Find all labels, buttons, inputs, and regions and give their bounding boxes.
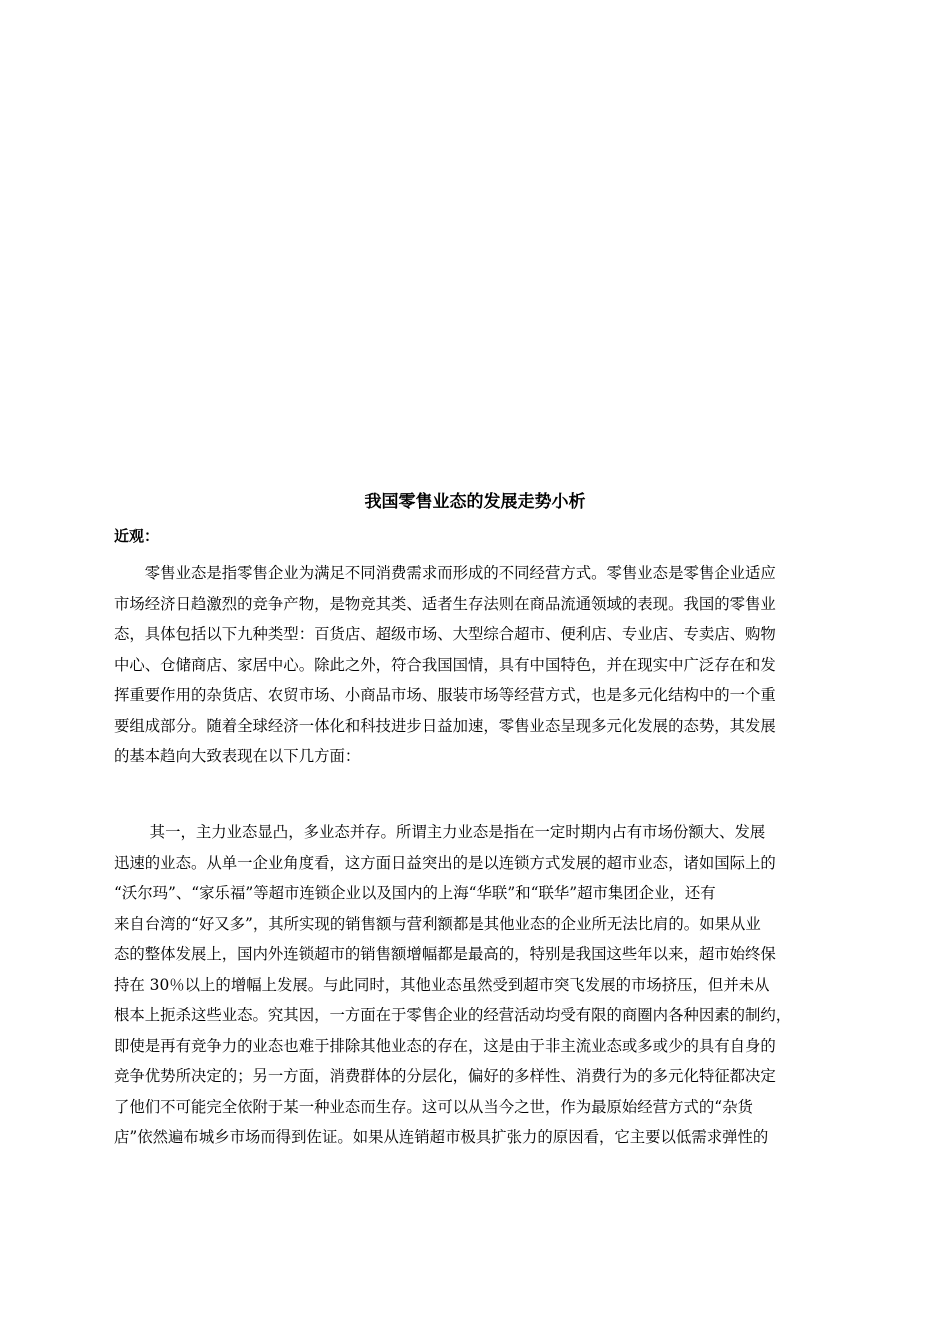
paragraph-line: 迅速的业态。从单一企业角度看，这方面日益突出的是以连锁方式发展的超市业态，诸如国际上的 xyxy=(114,853,776,872)
paragraph-line: 的基本趋向大致表现在以下几方面： xyxy=(114,747,361,765)
paragraph-line: “沃尔玛”、“家乐福”等超市连锁企业以及国内的上海“华联”和“联华”超市集团企业，还有 xyxy=(114,884,716,902)
paragraph-line: 态的整体发展上，国内外连锁超市的销售额增幅都是最高的，特别是我国这些年以来，超市始终保 xyxy=(114,945,776,963)
paragraph-line: 持在 30％以上的增幅上发展。与此同时，其他业态虽然受到超市突飞发展的市场挤压，但并未从 xyxy=(114,975,770,994)
paragraph-line: 市场经济日趋激烈的竞争产物，是物竞其类、适者生存法则在商品流通领域的表现。我国的零售业 xyxy=(114,594,776,613)
paragraph-line: 店”依然遍布城乡市场而得到佐证。如果从连销超市极具扩张力的原因看，它主要以低需求弹性的 xyxy=(114,1128,769,1146)
paragraph-line: 来自台湾的“好又多”，其所实现的销售额与营利额都是其他业态的企业所无法比肩的。如果从业 xyxy=(114,914,761,933)
paragraph-line: 零售业态是指零售企业为满足不同消费需求而形成的不同经营方式。零售业态是零售企业适应 xyxy=(114,564,776,582)
paragraph-intro xyxy=(114,558,838,772)
paragraph-line: 竞争优势所决定的；另一方面，消费群体的分层化，偏好的多样性、消费行为的多元化特征都决定 xyxy=(114,1067,776,1085)
paragraph-line: 根本上扼杀这些业态。究其因，一方面在于零售企业的经营活动均受有限的商圈内各种因素的制约， xyxy=(114,1006,792,1024)
paragraph-point-one xyxy=(114,817,838,1153)
document-title: 我国零售业态的发展走势小析 xyxy=(364,492,586,512)
paragraph-line: 要组成部分。随着全球经济一体化和科技进步日益加速，零售业态呈现多元化发展的态势，其发展 xyxy=(114,716,776,735)
paragraph-line: 即使是再有竞争力的业态也难于排除其他业态的存在，这是由于非主流业态或多或少的具有自身的 xyxy=(114,1036,776,1055)
paragraph-line: 中心、仓储商店、家居中心。除此之外，符合我国国情，具有中国特色，并在现实中广泛存在和发 xyxy=(114,655,776,674)
paragraph-line: 态，具体包括以下九种类型：百货店、超级市场、大型综合超市、便利店、专业店、专卖店、购物 xyxy=(114,625,776,643)
paragraph-line: 其一，主力业态显凸，多业态并存。所谓主力业态是指在一定时期内占有市场份额大、发展 xyxy=(114,823,766,841)
section-heading: 近观： xyxy=(114,527,160,545)
paragraph-line: 挥重要作用的杂货店、农贸市场、小商品市场、服装市场等经营方式，也是多元化结构中的一个重 xyxy=(114,686,776,704)
paragraph-line: 了他们不可能完全依附于某一种业态而生存。这可以从当今之世，作为最原始经营方式的“杂货 xyxy=(114,1097,753,1116)
